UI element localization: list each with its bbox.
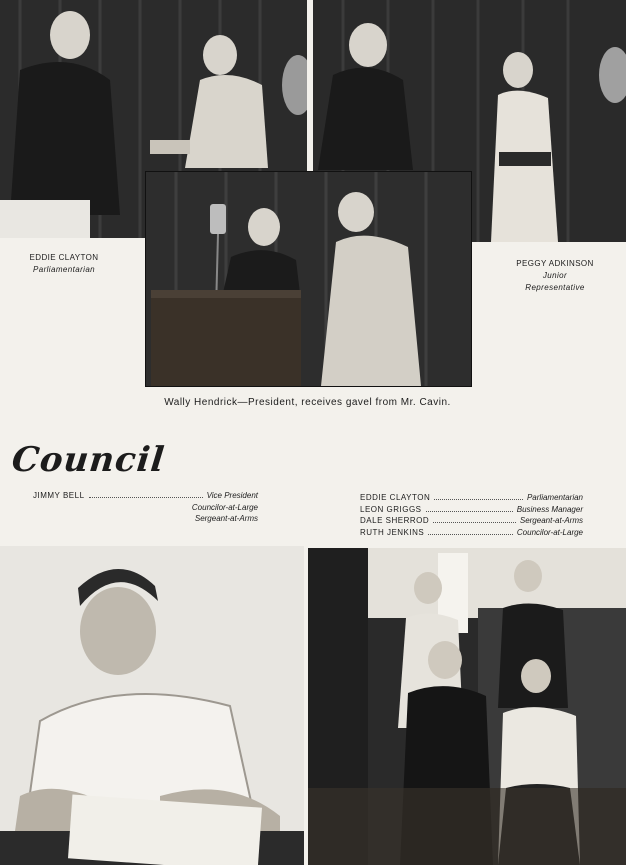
caption-name: PEGGY ADKINSON [516, 259, 594, 268]
caption-center: Wally Hendrick—President, receives gavel from Mr. Cavin. [164, 397, 451, 408]
caption-role-line2: Representative [525, 283, 585, 292]
officer-extra-role: Sergeant-at-Arms [194, 514, 258, 523]
officer-role: Councilor-at-Large [516, 527, 583, 537]
leader-dots [433, 516, 516, 523]
officer-row [360, 493, 583, 505]
caption-name: EDDIE CLAYTON [29, 253, 99, 262]
officers-right [360, 493, 583, 539]
leader-dots [426, 505, 513, 512]
officer-row [360, 516, 583, 528]
photo-bottom-right [308, 548, 626, 865]
leader-dots [428, 528, 513, 535]
caption-top-right [500, 258, 610, 294]
caption-role-line1: Junior [542, 271, 568, 280]
officer-extra-role: Councilor-at-Large [191, 502, 258, 512]
photo-center [145, 171, 472, 387]
caption-role: Parliamentarian [32, 265, 96, 274]
caption-top-left [14, 252, 114, 276]
officer-name: RUTH JENKINS [360, 527, 425, 537]
officer-row [360, 505, 583, 517]
officer-row [33, 491, 258, 503]
officer-role: Business Manager [516, 504, 583, 514]
officer-name: LEON GRIGGS [360, 504, 422, 514]
leader-dots [89, 491, 203, 498]
officer-row [360, 528, 583, 540]
page-title: Council [9, 440, 167, 480]
officer-name: DALE SHERROD [360, 516, 430, 525]
officer-name: JIMMY BELL [33, 491, 85, 500]
officer-role: Sergeant-at-Arms [519, 516, 583, 525]
officers-left [33, 491, 258, 526]
officer-name: EDDIE CLAYTON [360, 493, 431, 502]
photo-bottom-left [0, 546, 304, 865]
officer-role: Vice President [206, 491, 258, 500]
leader-dots [434, 493, 523, 500]
officer-role: Parliamentarian [526, 493, 583, 502]
